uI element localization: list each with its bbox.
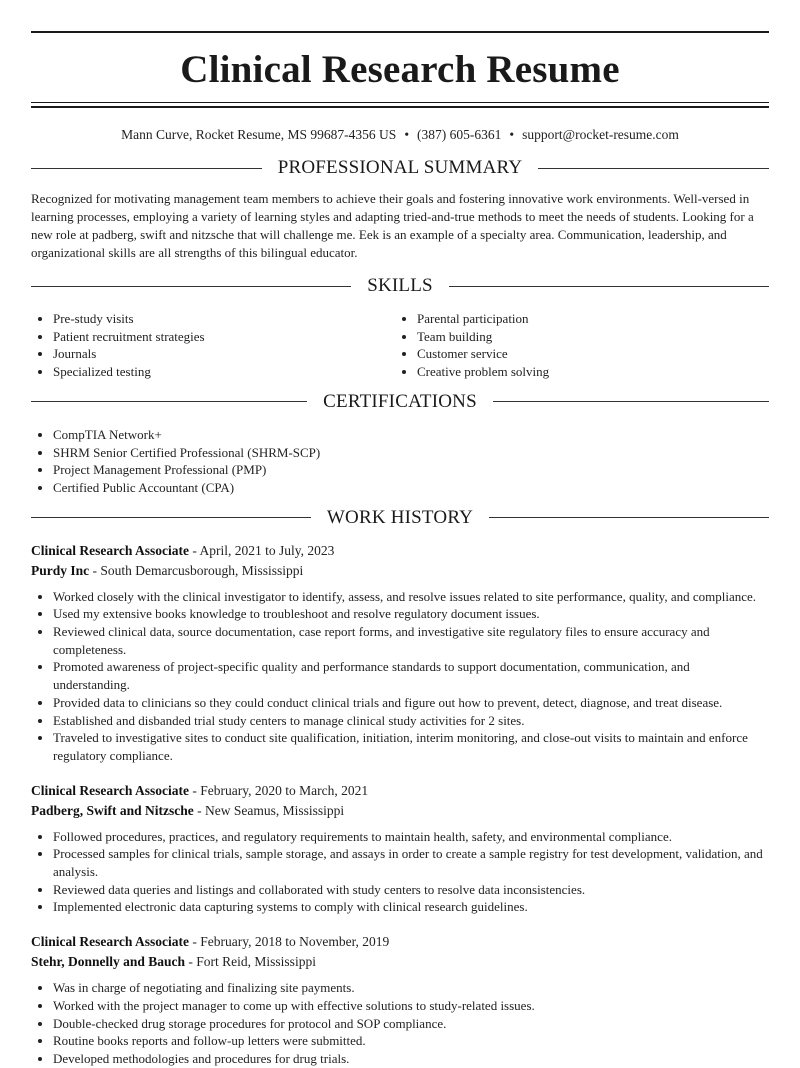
job-bullet: Developed methodologies and procedures for drug trials. <box>31 1050 769 1068</box>
job-company: Purdy Inc <box>31 562 90 578</box>
job-bullet: Established and disbanded trial study centers to manage clinical study activities for 2 sites. <box>31 712 769 730</box>
section-heading-skills <box>31 275 769 297</box>
skill-item: Customer service <box>395 345 759 363</box>
job-bullet: Provided data to clinicians so they could conduct clinical trials and figure out how to prevent, detect, diagnose, and treat disease. <box>31 694 769 712</box>
skill-item: Patient recruitment strategies <box>31 328 395 346</box>
section-heading-summary <box>31 157 769 179</box>
skills-column-left <box>31 310 395 381</box>
bullet-separator: • <box>509 127 515 142</box>
job-entry <box>31 781 769 917</box>
job-bullet: Worked closely with the clinical investigator to identify, assess, and resolve issues related to site performance, quality, and compliance. <box>31 588 769 606</box>
divider <box>489 517 769 518</box>
job-company: Padberg, Swift and Nitzsche <box>31 802 194 818</box>
header-double-rule <box>31 102 769 108</box>
job-title: Clinical Research Associate <box>31 782 189 798</box>
divider <box>31 168 262 169</box>
certification-item: Project Management Professional (PMP) <box>31 461 769 479</box>
job-dates: - February, 2020 to March, 2021 <box>188 782 369 798</box>
job-bullet: Worked with the project manager to come up with effective solutions to study-related issues. <box>31 997 769 1015</box>
certification-item: SHRM Senior Certified Professional (SHRM-SCP) <box>31 444 769 462</box>
job-location: - South Demarcusborough, Mississippi <box>89 562 304 578</box>
job-dates: - April, 2021 to July, 2023 <box>188 542 335 558</box>
section-heading-work-history <box>31 507 769 529</box>
job-bullet: Reviewed clinical data, source documentation, case report forms, and investigative site regulatory files to ensure accuracy and completeness. <box>31 623 769 658</box>
skills-list <box>31 310 769 381</box>
job-title-line <box>31 781 769 801</box>
job-company-line <box>31 561 769 581</box>
job-entry <box>31 541 769 765</box>
section-title: CERTIFICATIONS <box>323 390 477 412</box>
header-top-rule <box>31 31 769 33</box>
section-title: PROFESSIONAL SUMMARY <box>277 157 523 178</box>
job-bullet: Double-checked drug storage procedures for protocol and SOP compliance. <box>31 1015 769 1033</box>
contact-email: support@rocket-resume.com <box>522 127 679 142</box>
job-dates: - February, 2018 to November, 2019 <box>188 934 390 950</box>
job-location: - New Seamus, Mississippi <box>193 802 345 818</box>
job-company: Stehr, Donnelly and Bauch <box>31 954 186 970</box>
job-entry <box>31 932 769 1068</box>
job-location: - Fort Reid, Mississippi <box>185 954 316 970</box>
summary-text: Recognized for motivating management team members to achieve their goals and fostering innovative work environments. Well-versed in learning processes, employing a variety of learning styles and adapting tried-and-true methods to meet the needs of students. Looking for a new role at padberg, swift and nitzsche that will challenge me. Eek is an example of a specialty area. Communication, leadership, and organizational skills are all strengths of this bilingual educator. <box>31 191 754 260</box>
job-title-line <box>31 541 769 561</box>
divider <box>31 286 351 287</box>
job-bullet: Reviewed data queries and listings and collaborated with study centers to resolve data inconsistencies. <box>31 881 769 899</box>
job-bullets <box>31 979 769 1068</box>
divider <box>538 168 769 169</box>
job-bullets <box>31 588 769 765</box>
job-bullet: Processed samples for clinical trials, sample storage, and assays in order to create a sample registry for test development, validation, and analysis. <box>31 845 769 880</box>
divider <box>449 286 769 287</box>
job-bullet: Promoted awareness of project-specific quality and performance standards to support documentation, communication, and understanding. <box>31 658 769 693</box>
skill-item: Specialized testing <box>31 363 395 381</box>
contact-phone: (387) 605-6361 <box>417 127 502 142</box>
divider <box>493 401 769 402</box>
page-title: Clinical Research Resume <box>180 48 620 91</box>
job-bullet: Followed procedures, practices, and regulatory requirements to maintain health, safety, and environmental compliance. <box>31 828 769 846</box>
job-title: Clinical Research Associate <box>31 934 189 950</box>
bullet-separator: • <box>404 127 410 142</box>
contact-address: Mann Curve, Rocket Resume, MS 99687-4356 US <box>121 127 397 142</box>
skill-item: Journals <box>31 345 395 363</box>
certification-item: CompTIA Network+ <box>31 426 769 444</box>
section-title: WORK HISTORY <box>326 506 474 528</box>
skill-item: Creative problem solving <box>395 363 759 381</box>
resume-page <box>0 31 800 1068</box>
job-company-line <box>31 801 769 821</box>
skill-item: Team building <box>395 328 759 346</box>
section-heading-certifications <box>31 391 769 413</box>
certifications-list <box>31 426 769 497</box>
job-bullet: Was in charge of negotiating and finalizing site payments. <box>31 979 769 997</box>
job-title: Clinical Research Associate <box>31 542 189 558</box>
contact-line <box>31 127 769 143</box>
job-bullet: Routine books reports and follow-up letters were submitted. <box>31 1032 769 1050</box>
certification-item: Certified Public Accountant (CPA) <box>31 479 769 497</box>
skill-item: Parental participation <box>395 310 759 328</box>
job-bullet: Traveled to investigative sites to conduct site qualification, initiation, interim monitoring, and close-out visits to maintain and enforce regulatory compliance. <box>31 729 769 764</box>
job-bullets <box>31 828 769 917</box>
job-bullet: Used my extensive books knowledge to troubleshoot and resolve regulatory document issues. <box>31 605 769 623</box>
job-bullet: Implemented electronic data capturing systems to comply with clinical research guidelines. <box>31 898 769 916</box>
job-company-line <box>31 952 769 972</box>
skills-column-right <box>395 310 759 381</box>
divider <box>31 517 311 518</box>
skill-item: Pre-study visits <box>31 310 395 328</box>
job-title-line <box>31 932 769 952</box>
divider <box>31 401 307 402</box>
section-title: SKILLS <box>367 275 433 296</box>
